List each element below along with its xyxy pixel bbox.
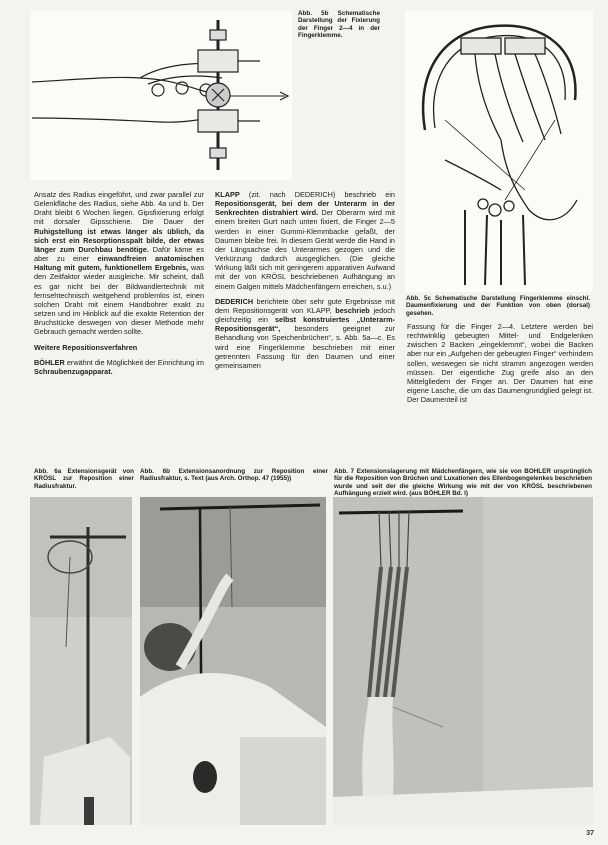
caption-figure-6b: Abb. 6b Extensionsanordnung zur Reposition einer Radiusfraktur, s. Text (aus Arch. Orthop. 47 (1955)) bbox=[140, 468, 328, 483]
figure-6a-photo bbox=[30, 497, 132, 825]
column-2-paragraph-1: KLAPP (zit. nach DEDERICH) beschrieb ein Repositionsgerät, bei dem der Unterarm in der Senkrechten distrahiert wird. Der Oberarm wird mit einem breiten Gurt nach unten fixiert, die Finger 2—5 werden in einer Gummi-Klemmbacke gefaßt, der Daumen bleibe frei. In diesem Gerät werde die Hand in der Längsachse des Unterarmes gezogen und die Verkürzung dadurch ausgeglichen. (Die gleiche Wirkung läßt sich mit geringerem apparativen Aufwand mit der von KRÖSL beschriebenen Aufhängung an einem Galgen mittels Mädchenfängern erreichen, s.u.) bbox=[215, 190, 395, 291]
figure-7-image bbox=[333, 497, 593, 825]
page-number: 37 bbox=[586, 830, 594, 837]
column-1-paragraph-2: BÖHLER erwähnt die Möglichkeit der Einrichtung im Schraubenzugapparat. bbox=[34, 357, 204, 376]
column-1-paragraph-1: Ansatz des Radius eingeführt, und zwar parallel zur Gelenkfläche des Radius, siehe Abb. 4a und b. Der Draht bleibt 6 Wochen liegen. Gipsfixierung erfolgt mit dorsaler Gipsschiene. Die Dauer der Ruhigstellung ist etwas länger als üblich, da sich erst ein Resorptionsspalt bilde, der etwas länger zum Durchbau benötige. Dafür käme es aber zu einer einwandfreien anatomischen Haltung mit gutem, funktionellem Ergebnis, was den Zeitfaktor wieder ausgleiche. Mir scheint, daß es gar nicht bei der Bildwandlertechnik mit fernsehtechnisch weitgehend problemlos ist, einen solchen Draht mit einem Handbohrer exakt zu setzen und im Hinblick auf die exakte Retention der Bruchstücke deswegen von dieser Methode mehr Gebrauch gemacht werden sollte. bbox=[34, 190, 204, 337]
caption-figure-7: Abb. 7 Extensionslagerung mit Mädchenfängern, wie sie von BÖHLER ursprünglich für die Reposition von Brüchen und Luxationen des Ellenbogengelenkes beschrieben wurde und seit der die gleiche Wirkung wie mit der von KRÖSL beschriebenen Aufhängung erzielt wird. (aus BÖHLER Bd. I) bbox=[334, 468, 592, 497]
caption-figure-5b: Abb. 5b Schematische Darstellung der Fixierung der Finger 2—4 in der Fingerklemme. bbox=[298, 10, 380, 39]
figure-7-photo bbox=[333, 497, 593, 825]
figure-5c-drawing bbox=[405, 10, 593, 292]
column-3-paragraph-1: Fassung für die Finger 2—4. Letztere werden bei rechtwinklig gebeugten Mittel- und Endgelenken zwischen 2 Backen „eingeklemmt“, wobei die Backen aber nur ein „Aufgehen der gebeugten Finger“ verhindern sollen, weswegen sie nicht stramm angezogen werden müssen. Der eigentliche Zug greife also an den Mittelgliedern der Finger an. Der Daumen hat eine eigene Lasche, die um das Daumengrundglied gelegt ist. Der Daumenteil ist bbox=[407, 322, 593, 405]
figure-6b-photo bbox=[140, 497, 326, 825]
figure-5c-schematic bbox=[405, 10, 593, 292]
figure-6a-image bbox=[30, 497, 132, 825]
caption-figure-6a: Abb. 6a Extensionsgerät von KRÖSL zur Reposition einer Radiusfraktur. bbox=[34, 468, 134, 490]
figure-6b-image bbox=[140, 497, 326, 825]
section-heading: Weitere Repositionsverfahren bbox=[34, 342, 138, 352]
column-2-paragraph-2: DEDERICH berichtete über sehr gute Ergebnisse mit dem Repositionsgerät von KLAPP, beschrieb jedoch gleichzeitig ein selbst konstruiertes „Unterarm-Repositionsgerät“, besonders geeignet zur Behandlung von Speichenbrüchen“, s. Abb. 5a—c. Es wird eine Fingerklemme beschrieben mit einer getrennten Fassung für den Daumen und einer gemeinsamen bbox=[215, 296, 395, 370]
figure-5b-schematic bbox=[30, 10, 292, 180]
body-column-1 bbox=[34, 190, 204, 462]
caption-figure-5c: Abb. 5c Schematische Darstellung Fingerklemme einschl. Daumenfixierung und der Funktion von oben (dorsal) gesehen. bbox=[406, 295, 590, 317]
figure-5b-drawing bbox=[30, 10, 292, 180]
body-column-3 bbox=[407, 322, 593, 462]
body-column-2 bbox=[215, 190, 395, 462]
